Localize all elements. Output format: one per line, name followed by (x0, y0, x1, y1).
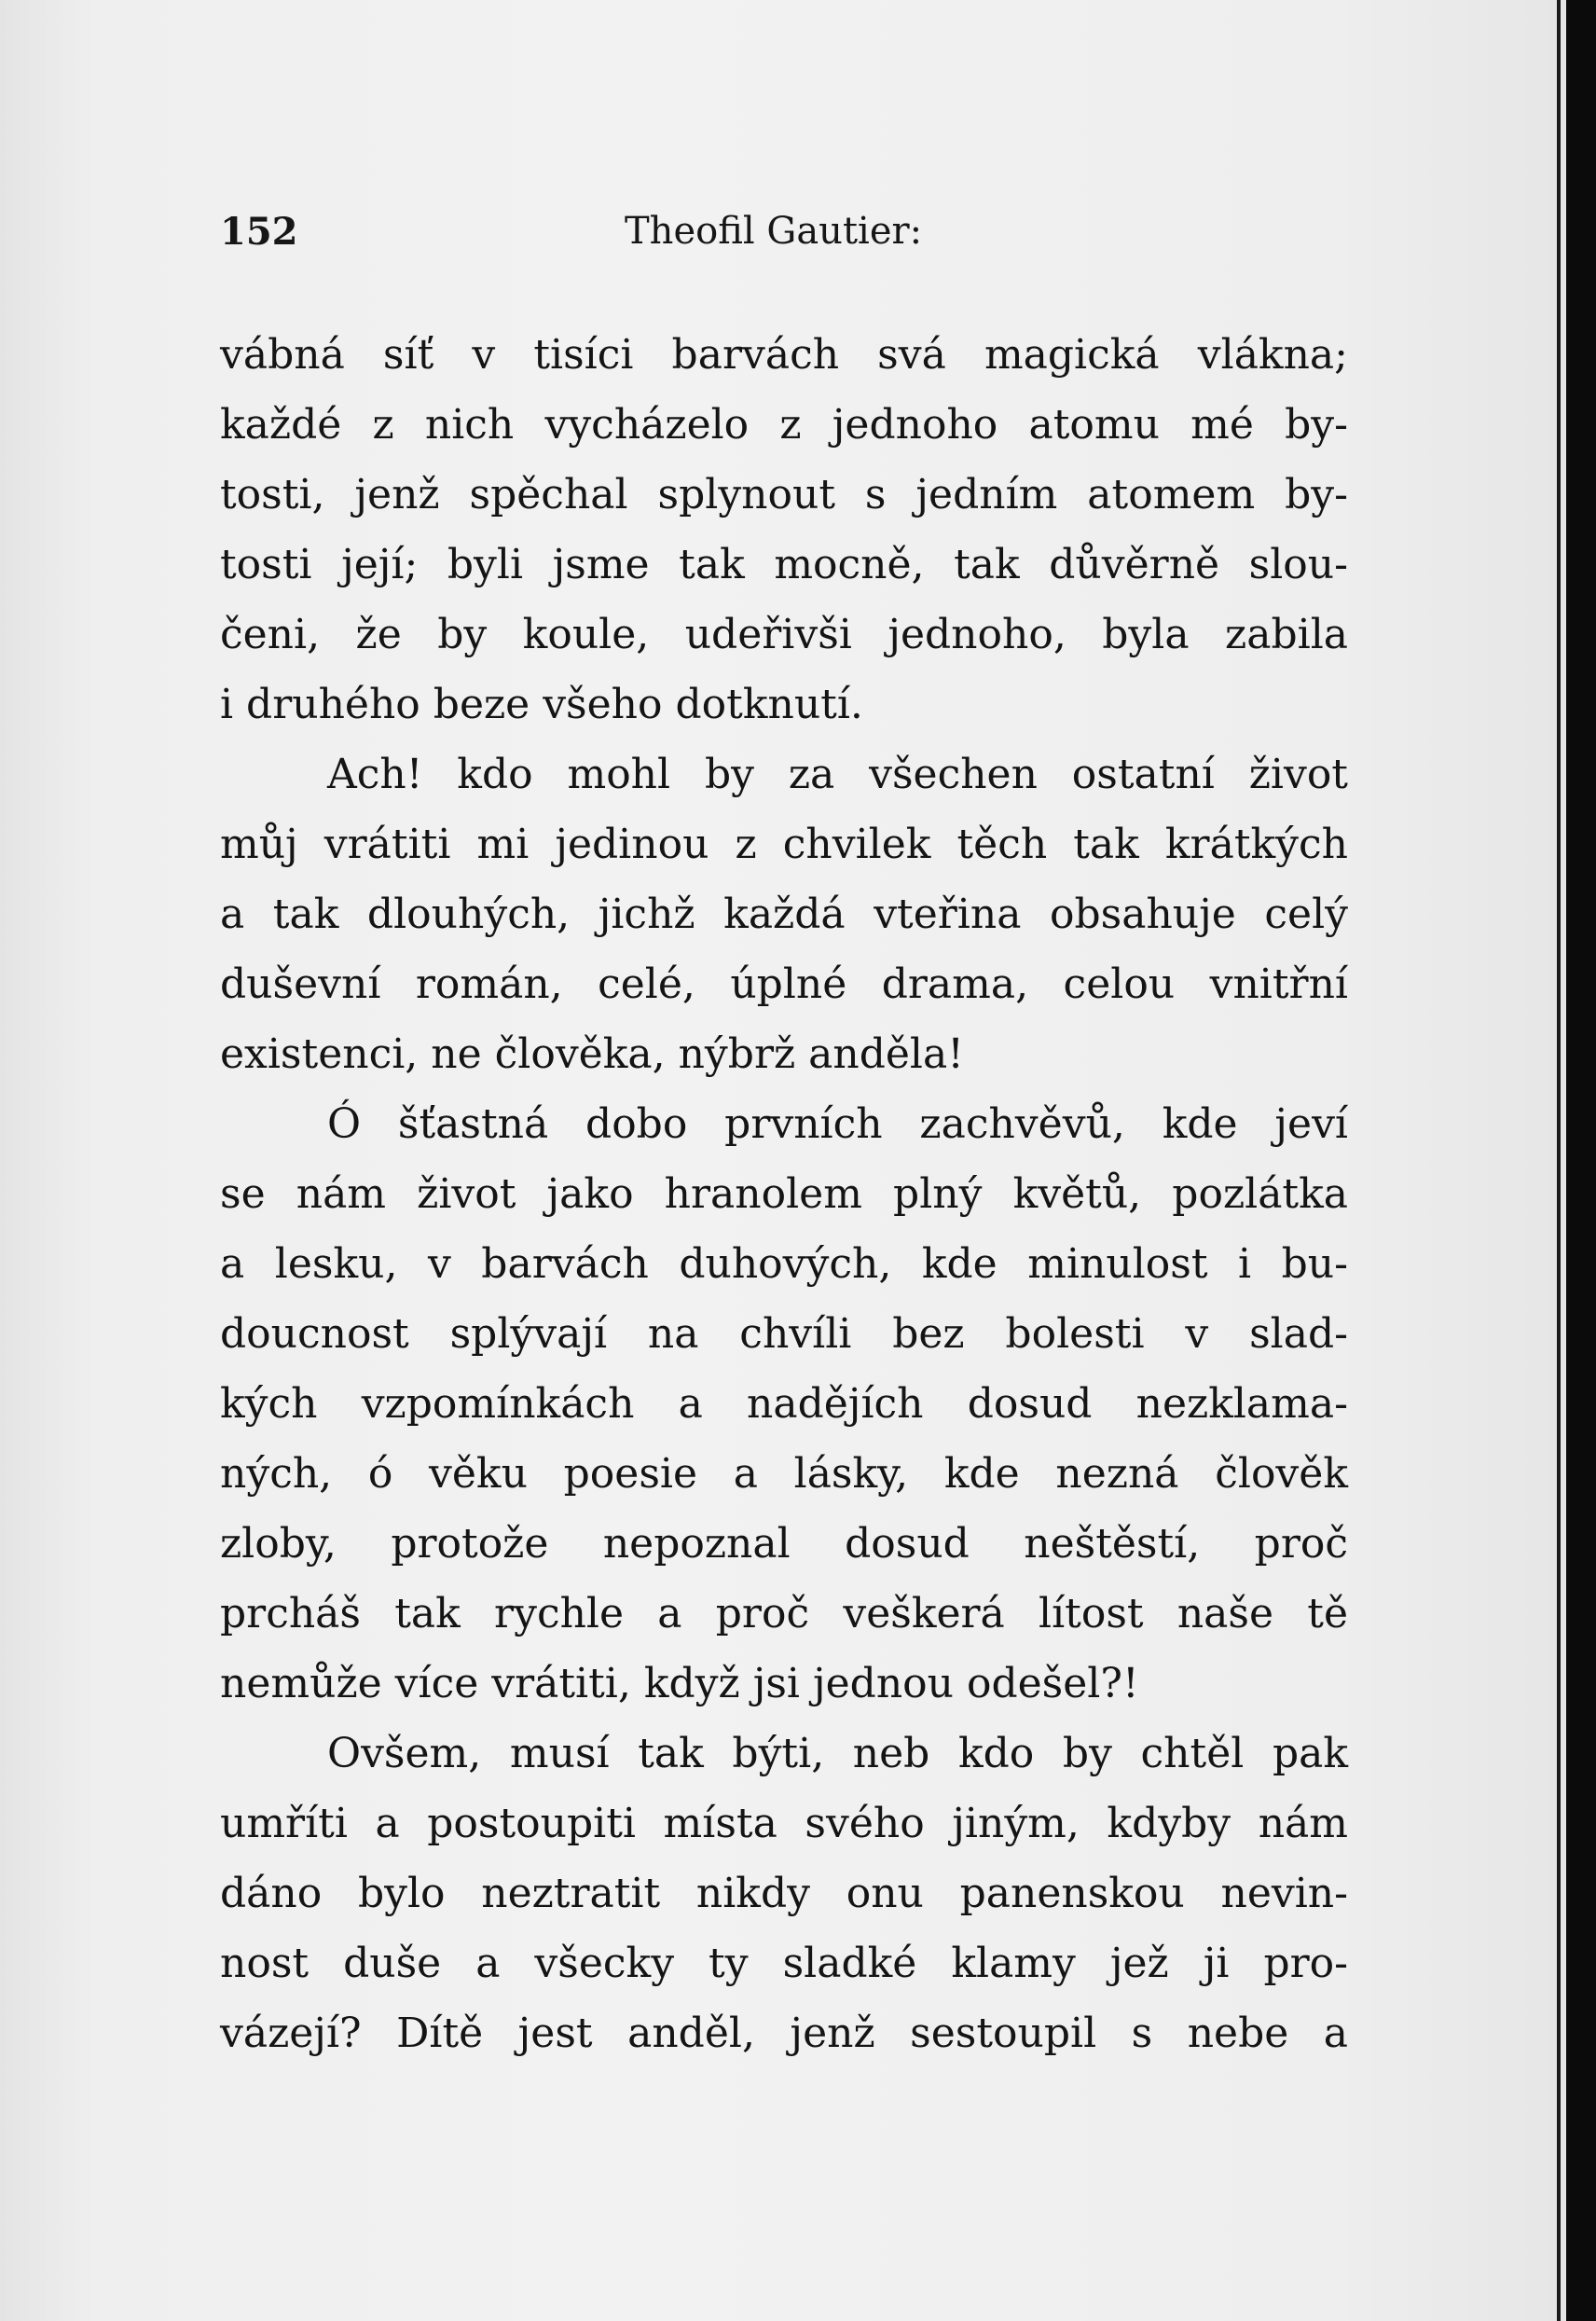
text-line: doucnost splývají na chvíli bez bolesti v slad- (220, 1310, 1348, 1358)
text-line: můj vrátiti mi jedinou z chvilek těch tak krátkých (220, 821, 1348, 868)
text-line: a tak dlouhých, jichž každá vteřina obsahuje celý (220, 891, 1348, 938)
scan-border (1566, 0, 1596, 2321)
text-line: čeni, že by koule, udeřivši jednoho, byla zabila (220, 611, 1348, 658)
paragraph-first-line: Ach! kdo mohl by za všechen ostatní život (327, 751, 1348, 798)
text-line: dáno bylo neztratit nikdy onu panenskou nevin- (220, 1870, 1348, 1917)
text-line: i druhého beze všeho dotknutí. (220, 681, 863, 728)
page-header (220, 210, 1348, 266)
text-line: prcháš tak rychle a proč veškerá lítost naše tě (220, 1590, 1348, 1637)
text-line: tosti, jenž spěchal splynout s jedním atomem by- (220, 471, 1348, 518)
paragraph-first-line: Ó šťastná dobo prvních zachvěvů, kde jeví (327, 1100, 1348, 1148)
text-line: ných, ó věku poesie a lásky, kde nezná člověk (220, 1450, 1348, 1498)
page-number: 152 (220, 210, 298, 254)
running-title: Theofil Gautier: (625, 210, 923, 253)
text-line: každé z nich vycházelo z jednoho atomu mé by- (220, 401, 1348, 449)
text-line: nost duše a všecky ty sladké klamy jež ji pro- (220, 1940, 1348, 1987)
text-line: vábná síť v tisíci barvách svá magická vlákna; (220, 331, 1348, 379)
text-line: se nám život jako hranolem plný květů, pozlátka (220, 1170, 1348, 1218)
text-line: zloby, protože nepoznal dosud neštěstí, proč (220, 1520, 1348, 1568)
text-line: existenci, ne člověka, nýbrž anděla! (220, 1030, 964, 1078)
body-text (220, 320, 1348, 2068)
paragraph-first-line: Ovšem, musí tak býti, neb kdo by chtěl pak (327, 1730, 1348, 1777)
text-line: duševní román, celé, úplné drama, celou vnitřní (220, 960, 1348, 1008)
text-line: umříti a postoupiti místa svého jiným, kdyby nám (220, 1800, 1348, 1847)
text-line: tosti její; byli jsme tak mocně, tak důvěrně slou- (220, 541, 1348, 588)
text-line: vázejí? Dítě jest anděl, jenž sestoupil s nebe a (220, 2010, 1348, 2057)
text-line: nemůže více vrátiti, když jsi jednou odešel?! (220, 1660, 1139, 1707)
text-line: kých vzpomínkách a nadějích dosud nezklama- (220, 1380, 1348, 1428)
page-edge-line (1557, 0, 1561, 2321)
text-line: a lesku, v barvách duhových, kde minulost i bu- (220, 1240, 1348, 1288)
